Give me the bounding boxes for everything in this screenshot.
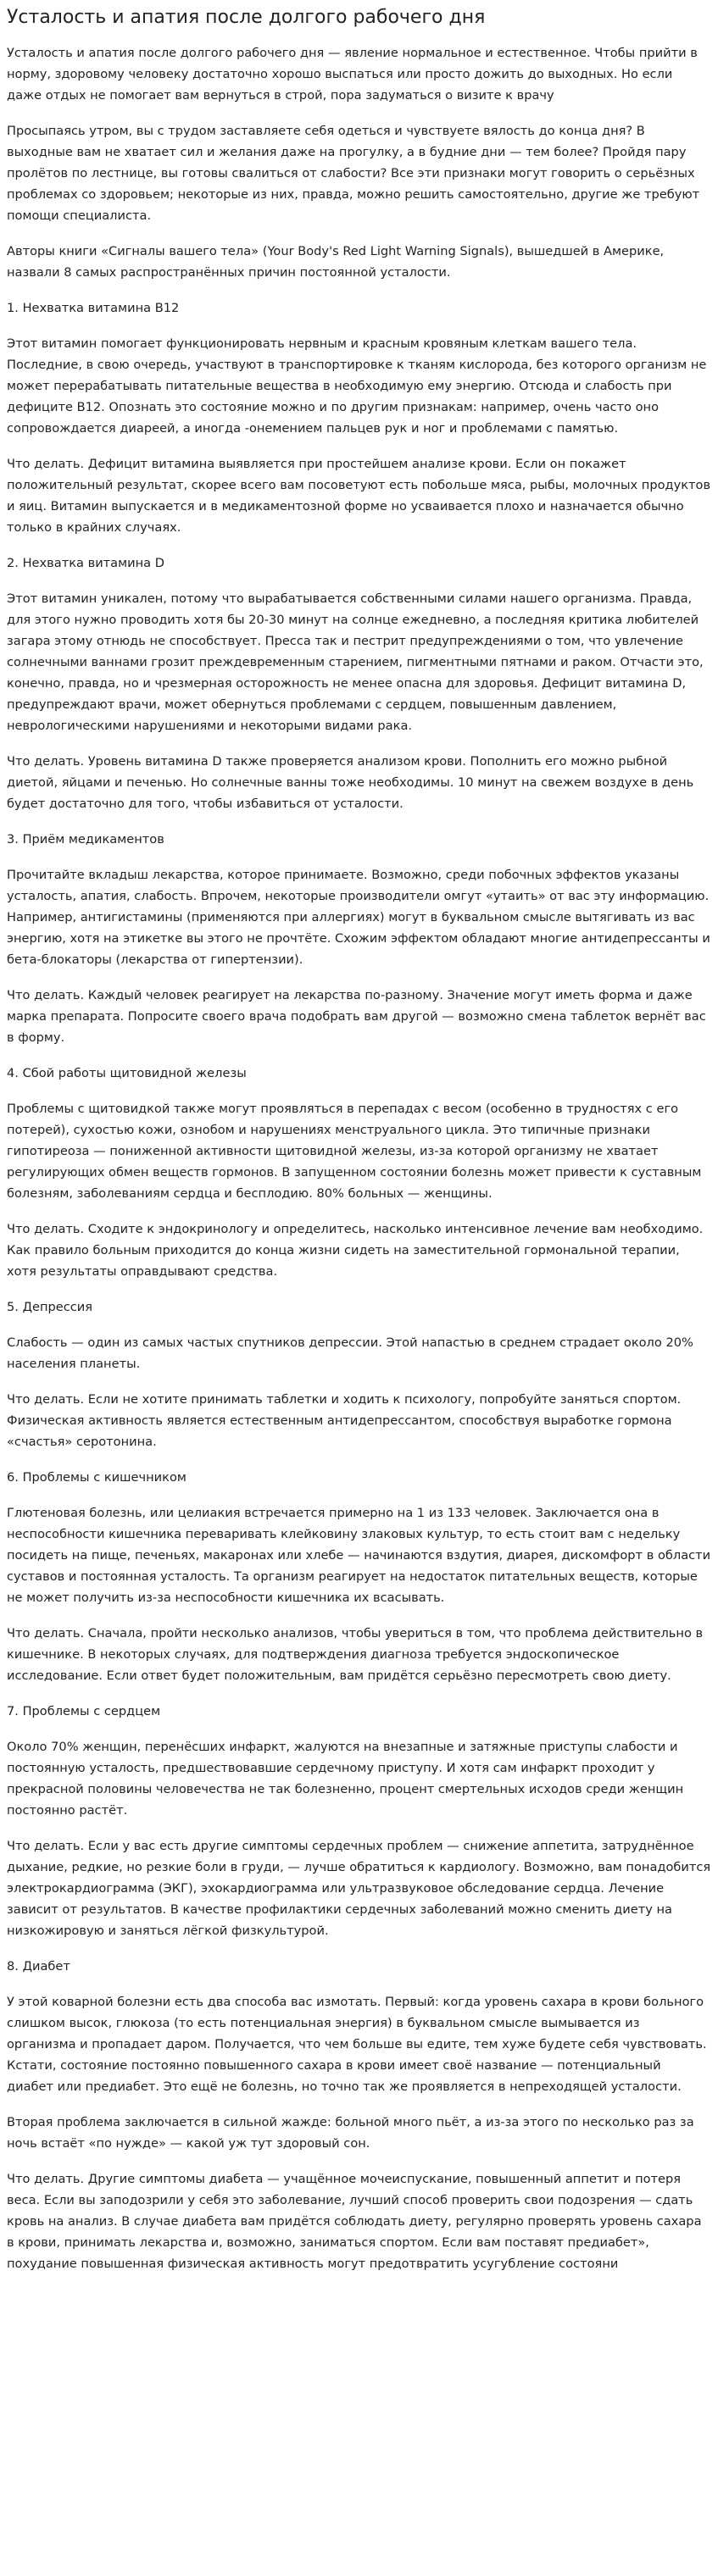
section-heading: 8. Диабет — [7, 1959, 70, 1974]
paragraph: Вторая проблема заключается в сильной жажде: больной много пьёт, а из-за этого по несколько раз за ночь встаёт «по нужде» — какой уж тут здоровый сон. — [7, 2115, 694, 2151]
paragraph: Что делать. Уровень витамина D также проверяется анализом крови. Пополнить его можно рыбной диетой, яйцами и печенью. Но солнечные ванны тоже необходимы. 10 минут на свежем воздухе в день будет достаточно для того, чтобы избавиться от усталости. — [7, 754, 694, 811]
section-heading: 1. Нехватка витамина B12 — [7, 301, 180, 315]
paragraph: Слабость — один из самых частых спутников депрессии. Этой напастью в среднем страдает около 20% населения планеты. — [7, 1335, 693, 1371]
paragraph: Усталость и апатия после долгого рабочего дня — явление нормальное и естественное. Чтобы прийти в норму, здоровому человеку достаточно хорошо выспаться или просто дожить до выходных. Но если даже отдых не помогает вам вернуться в строй, пора задуматься о визите к врачу — [7, 46, 698, 103]
paragraph: Что делать. Сходите к эндокринологу и определитесь, насколько интенсивное лечение вам необходимо. Как правило больным приходится до конца жизни сидеть на заместительной гормональной терапии, хотя результаты оправдывают средства. — [7, 1222, 704, 1279]
paragraph: Глютеновая болезнь, или целиакия встречается примерно на 1 из 133 человек. Заключается она в неспособности кишечника переваривать клейковину злаковых культур, то есть стоит вам с недельку посидеть на пище, печеньях, макаронах или хлебе — начинаются вздутия, диарея, дискомфорт в области суставов и постоянная усталость. Та организм реагирует на недостаток питательных веществ, которые не может получить из-за неспособности кишечника их всасывать. — [7, 1506, 711, 1605]
section-heading: 5. Депрессия — [7, 1300, 93, 1314]
paragraph: Что делать. Другие симптомы диабета — учащённое мочеиспускание, повышенный аппетит и потеря веса. Если вы заподозрили у себя это заболевание, лучший способ проверить свои подозрения — сдать кровь на анализ. В случае диабета вам придётся соблюдать диету, регулярно проверять уровень сахара в крови, принимать лекарства и, возможно, заниматься спортом. Если вам поставят предиабет», похудание повышенная физическая активность могут предотвратить усугубление состояни — [7, 2172, 702, 2271]
article-body — [7, 42, 711, 2274]
paragraph: Прочитайте вкладыш лекарства, которое принимаете. Возможно, среди побочных эффектов указаны усталость, апатия, слабость. Впрочем, некоторые производители омгут «утаить» от вас эту информацию. Например, антигистамины (применяются при аллергиях) могут в буквальном смысле вытягивать из вас энергию, хотя на этикетке вы этого не прочтёте. Схожим эффектом обладают многие антидепрессанты и бета-блокаторы (лекарства от гипертензии). — [7, 868, 710, 967]
article-title: Усталость и апатия после долгого рабочего дня — [7, 7, 486, 28]
section-heading: 3. Приём медикаментов — [7, 832, 164, 847]
paragraph: Около 70% женщин, перенёсших инфаркт, жалуются на внезапные и затяжные приступы слабости и постоянную усталость, предшествовавшие сердечному приступу. И хотя сам инфаркт проходит у прекрасной половины человечества не так болезненно, процент смертельных исходов среди женщин постоянно растёт. — [7, 1740, 684, 1818]
paragraph: У этой коварной болезни есть два способа вас измотать. Первый: когда уровень сахара в крови больного слишком высок, глюкоза (то есть потенциальная энергия) в буквальном смысле вымывается из организма и пропадает даром. Получается, что чем больше вы едите, тем хуже будете себя чувствовать. Кстати, состояние постоянно повышенного сахара в крови имеет своё название — потенциальный диабет или предиабет. Это ещё не болезнь, но точно так же проявляется в непреходящей усталости. — [7, 1995, 707, 2094]
section-heading: 6. Проблемы с кишечником — [7, 1470, 186, 1485]
paragraph: Проблемы с щитовидкой также могут проявляться в перепадах с весом (особенно в трудностях с его потерей), сухостью кожи, ознобом и нарушениях менструального цикла. Это типичные признаки гипотиреоза — пониженной активности щитовидной железы, из-за которой организму не хватает регулирующих обмен веществ гормонов. В запущенном состоянии болезнь может привести к суставным болезням, заболеваниям сердца и бесплодию. 80% больных — женщины. — [7, 1102, 702, 1201]
paragraph: Просыпаясь утром, вы с трудом заставляете себя одеться и чувствуете вялость до конца дня? В выходные вам не хватает сил и желания даже на прогулку, а в будние дни — тем более? Пройдя пару пролётов по лестнице, вы готовы свалиться от слабости? Все эти признаки могут говорить о серьёзных проблемах со здоровьем; некоторые из них, правда, можно решить самостоятельно, другие же требуют помощи специалиста. — [7, 124, 700, 223]
paragraph: Что делать. Если не хотите принимать таблетки и ходить к психологу, попробуйте заняться спортом. Физическая активность является естественным антидепрессантом, способствуя выработке гормона «счастья» серотонина. — [7, 1392, 682, 1449]
paragraph: Что делать. Дефицит витамина выявляется при простейшем анализе крови. Если он покажет положительный результат, скорее всего вам посоветуют есть побольше мяса, рыбы, молочных продуктов и яиц. Витамин выпускается и в медикаментозной форме но усваивается плохо и назначается обычно только в крайних случаях. — [7, 457, 711, 535]
paragraph: Этот витамин помогает функционировать нервным и красным кровяным клеткам вашего тела. Последние, в свою очередь, участвуют в транспортировке к тканям кислорода, без которого организм не может перерабатывать питательные вещества в необходимую ему энергию. Отсюда и слабость при дефиците B12. Опознать это состояние можно и по другим признакам: например, очень часто оно сопровождается диареей, а иногда -онемением пальцев рук и ног и проблемами с памятью. — [7, 336, 707, 436]
paragraph: Что делать. Если у вас есть другие симптомы сердечных проблем — снижение аппетита, затруднённое дыхание, редкие, но резкие боли в груди, — лучше обратиться к кардиологу. Возможно, вам понадобится электрокардиограмма (ЭКГ), эхокардиограмма или ультразвуковое обследование сердца. Лечение зависит от результатов. В качестве профилактики сердечных заболеваний можно сменить диету на низкожировую и заняться лёгкой физкультурой. — [7, 1839, 711, 1938]
paragraph: Что делать. Каждый человек реагирует на лекарства по-разному. Значение могут иметь форма и даже марка препарата. Попросите своего врача подобрать вам другой — возможно смена таблеток вернёт вас в форму. — [7, 988, 706, 1045]
paragraph: Этот витамин уникален, потому что вырабатывается собственными силами нашего организма. Правда, для этого нужно проводить хотя бы 20-30 минут на солнце ежедневно, а последняя критика любителей загара этому отнюдь не способствует. Пресса так и пестрит предупреждениями о том, что увлечение солнечными ваннами грозит преждевременным старением, пигментными пятнами и раком. Отчасти это, конечно, правда, но и чрезмерная осторожность не менее опасна для здоровья. Дефицит витамина D, предупреждают врачи, может обернуться проблемами с сердцем, повышенным давлением, неврологическими нарушениями и некоторыми видами рака. — [7, 591, 704, 733]
section-heading: 7. Проблемы с сердцем — [7, 1704, 161, 1718]
section-heading: 4. Сбой работы щитовидной железы — [7, 1066, 247, 1080]
paragraph: Авторы книги «Сигналы вашего тела» (Your Body's Red Light Warning Signals), вышедшей в Америке, назвали 8 самых распространённых причин постоянной усталости. — [7, 244, 665, 280]
section-heading: 2. Нехватка витамина D — [7, 556, 164, 570]
paragraph: Что делать. Сначала, пройти несколько анализов, чтобы увериться в том, что проблема действительно в кишечнике. В некоторых случаях, для подтверждения диагноза требуется эндоскопическое исследование. Если ответ будет положительным, вам придётся серьёзно пересмотреть свою диету. — [7, 1626, 704, 1683]
